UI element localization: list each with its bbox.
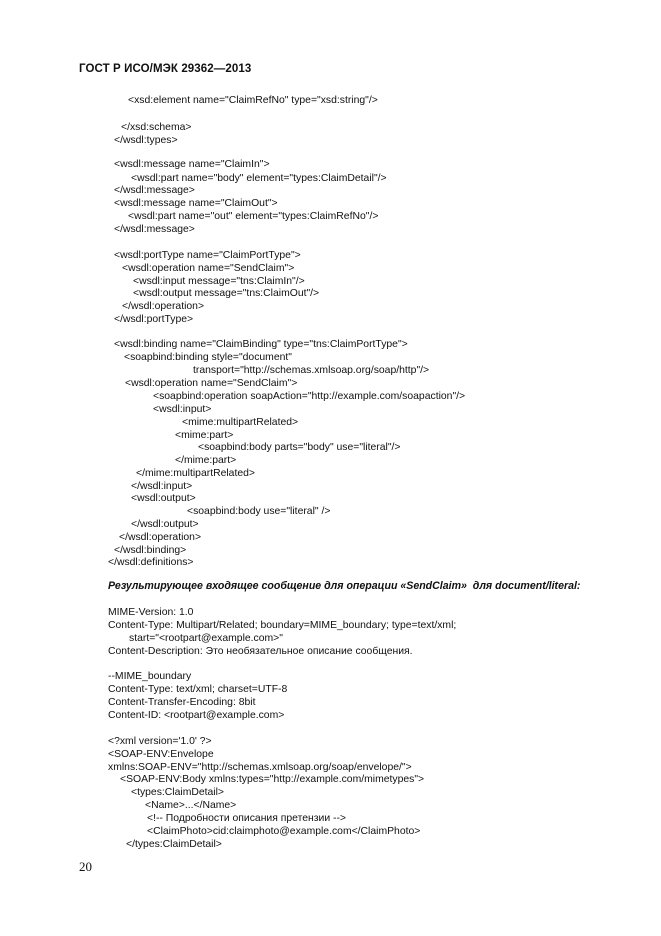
part-line: --MIME_boundary [108, 671, 192, 682]
code-line: <wsdl:message name="ClaimOut"> [114, 198, 278, 209]
code-line: <wsdl:part name="body" element="types:ClaimDetail"/> [131, 173, 387, 184]
code-line: </wsdl:binding> [114, 545, 187, 556]
code-line: </wsdl:types> [114, 135, 178, 146]
code-line: <types:ClaimDetail> [131, 787, 224, 798]
code-line: </wsdl:message> [114, 224, 195, 235]
code-line: </mime:multipartRelated> [136, 468, 255, 479]
code-line: <wsdl:operation name="SendClaim"> [125, 378, 298, 389]
mime-line: start="<rootpart@example.com>" [129, 633, 283, 644]
code-line: <wsdl:output> [131, 493, 196, 504]
part-line: Content-Transfer-Encoding: 8bit [108, 697, 256, 708]
mime-line: Content-Description: Это необязательное описание сообщения. [108, 646, 413, 657]
page-header: ГОСТ Р ИСО/МЭК 29362—2013 [79, 63, 252, 75]
page-number: 20 [79, 859, 92, 874]
code-line: </wsdl:input> [131, 481, 193, 492]
code-line: </wsdl:portType> [114, 314, 194, 325]
code-line: </wsdl:operation> [119, 532, 202, 543]
code-line: <soapbind:body parts="body" use="literal"/> [198, 442, 401, 453]
code-line: xmlns:SOAP-ENV="http://schemas.xmlsoap.org/soap/envelope/"> [108, 762, 412, 773]
code-line: <SOAP-ENV:Body xmlns:types="http://example.com/mimetypes"> [120, 774, 425, 785]
code-line: <SOAP-ENV:Envelope [108, 749, 214, 760]
code-line: <wsdl:operation name="SendClaim"> [122, 263, 295, 274]
code-line: <soapbind:body use="literal" /> [187, 506, 331, 517]
code-line: <wsdl:binding name="ClaimBinding" type="tns:ClaimPortType"> [114, 339, 408, 350]
code-line: <!-- Подробности описания претензии --> [147, 813, 346, 824]
code-line: </mime:part> [175, 455, 237, 466]
code-line: </types:ClaimDetail> [126, 839, 222, 850]
part-line: Content-ID: <rootpart@example.com> [108, 710, 285, 721]
code-line: <mime:multipartRelated> [182, 417, 299, 428]
code-line: </wsdl:message> [114, 185, 195, 196]
code-line: </xsd:schema> [121, 122, 192, 133]
code-line: <mime:part> [175, 430, 234, 441]
code-line: <ClaimPhoto>cid:claimphoto@example.com</ClaimPhoto> [147, 826, 421, 837]
code-line: <wsdl:input> [153, 404, 212, 415]
code-line: <xsd:element name="ClaimRefNo" type="xsd:string"/> [128, 95, 378, 106]
code-line: <soapbind:binding style="document" [124, 352, 292, 363]
mime-line: MIME-Version: 1.0 [108, 607, 194, 618]
code-line: </wsdl:operation> [122, 301, 205, 312]
part-line: Content-Type: text/xml; charset=UTF-8 [108, 684, 288, 695]
section-heading: Результирующее входящее сообщение для операции «SendClaim» для document/literal: [108, 580, 581, 592]
code-line: </wsdl:definitions> [108, 557, 194, 568]
code-line: <?xml version='1.0' ?> [108, 736, 212, 747]
code-line: <soapbind:operation soapAction="http://example.com/soapaction"/> [153, 391, 466, 402]
code-line: <wsdl:portType name="ClaimPortType"> [114, 250, 301, 261]
code-line: <wsdl:output message="tns:ClaimOut"/> [133, 288, 320, 299]
code-line: <wsdl:part name="out" element="types:ClaimRefNo"/> [128, 211, 379, 222]
code-line: transport="http://schemas.xmlsoap.org/soap/http"/> [193, 365, 430, 376]
code-line: <wsdl:input message="tns:ClaimIn"/> [133, 276, 305, 287]
code-line: </wsdl:output> [131, 519, 199, 530]
code-line: <Name>...</Name> [145, 800, 237, 811]
mime-line: Content-Type: Multipart/Related; boundary=MIME_boundary; type=text/xml; [108, 620, 457, 631]
code-line: <wsdl:message name="ClaimIn"> [114, 159, 270, 170]
